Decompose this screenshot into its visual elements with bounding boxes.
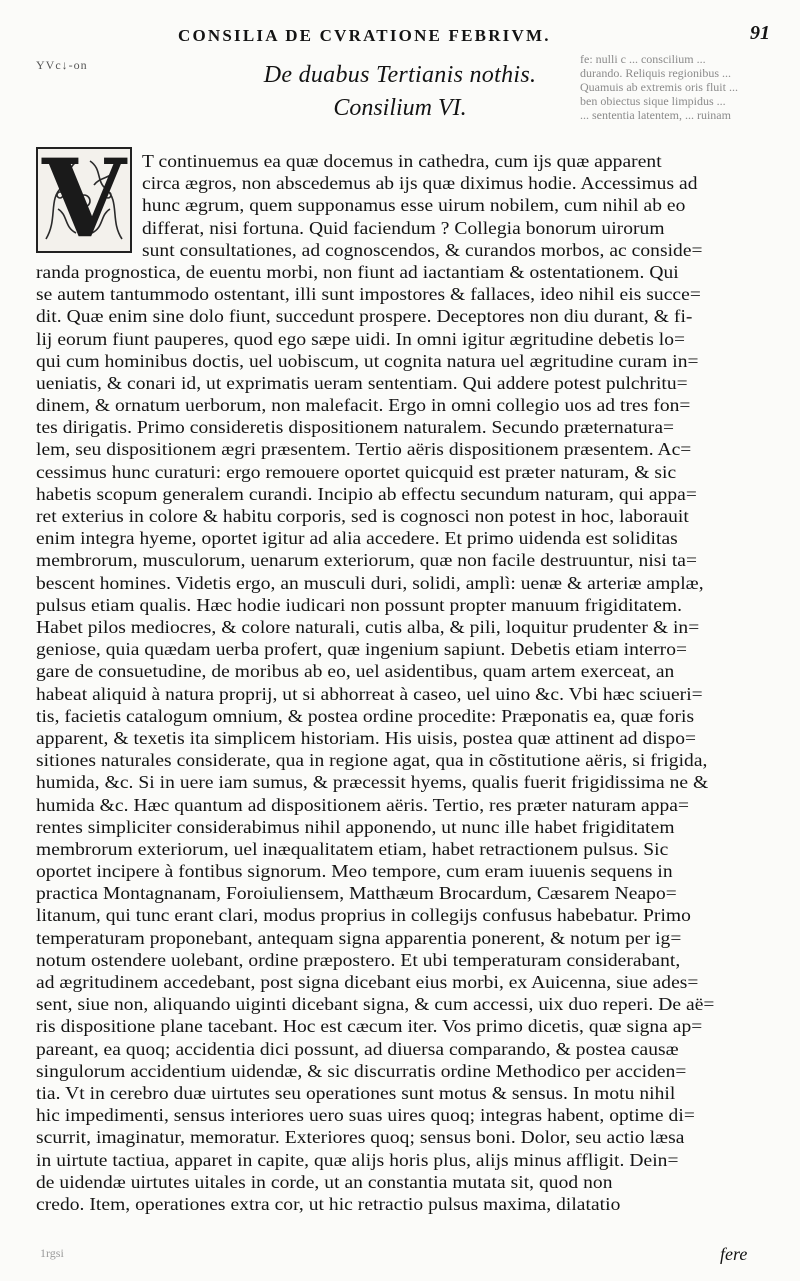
text-line: litanum, qui tunc erant clari, modus proprius in collegijs confusus habebatur. Primo bbox=[36, 905, 691, 926]
text-line: pulsus etiam qualis. Hæc hodie iudicari non possunt propter manuum frigiditatem. bbox=[36, 594, 683, 615]
text-line: practica Montagnanam, Foroiuliensem, Matthæum Brocardum, Cæsarem Neapo= bbox=[36, 883, 677, 904]
text-line: sent, siue non, aliquando uiginti dicebant signa, & cum accessi, uix duo reperi. De aë= bbox=[36, 994, 715, 1015]
text-line: bescent homines. Videtis ergo, an musculi duri, solidi, amplì: uenæ & arteriæ amplæ, bbox=[36, 572, 704, 593]
text-line: sunt consultationes, ad cognoscendos, & curandos morbos, ac conside= bbox=[142, 239, 703, 260]
text-line: randa prognostica, de euentu morbi, non fiunt ad iactantiam & ostentationem. Qui bbox=[36, 261, 679, 282]
text-line: dinem, & ornatum uerborum, non malefacit. Ergo in omni collegio uos ad tres fon= bbox=[36, 395, 691, 416]
text-line: temperaturam proponebant, antequam signa apparentia ponerent, & notum per ig= bbox=[36, 927, 682, 948]
text-line: de uidendæ uirtutes uitales in corde, ut an constantia mutata sit, quod non bbox=[36, 1171, 613, 1192]
text-line: cessimus hunc curaturi: ergo remouere oportet quicquid est præter naturam, & sic bbox=[36, 461, 677, 482]
text-line: Habet pilos mediocres, & colore naturali, cutis alba, & pili, loquitur prudenter & in= bbox=[36, 616, 700, 637]
text-line: habetis scopum generalem curandi. Incipio ab effectu secundum naturam, qui appa= bbox=[36, 483, 697, 504]
text-line: tis, facietis catalogum omnium, & postea ordine procedite: Præponatis ea, quæ foris bbox=[36, 705, 695, 726]
text-line: oportet incipere à fontibus signorum. Meo tempore, cum eram iuuenis sequens in bbox=[36, 861, 673, 882]
text-line: ris dispositione plane tacebant. Hoc est cæcum iter. Vos primo dicetis, quæ signa ap= bbox=[36, 1016, 703, 1037]
bleed-line: ... sententia latentem, ... ruinam bbox=[580, 108, 731, 122]
text-line: in uirtute tactiua, apparet in capite, quæ alijs horis plus, alijs minus affligit. Dein= bbox=[36, 1149, 679, 1170]
consilium-heading: Consilium VI. bbox=[333, 95, 467, 121]
running-head: CONSILIA DE CVRATIONE FEBRIVM. bbox=[178, 26, 551, 45]
bleed-line: fe: nulli c ... conscilium ... bbox=[580, 52, 706, 66]
text-line: rentes simpliciter considerabimus nihil apponendo, ut nunc ille habet frigiditatem bbox=[36, 816, 675, 837]
text-line: habeat aliquid à natura proprij, ut si abhorreat à caseo, uel uino &c. Vbi hæc sciueri= bbox=[36, 683, 703, 704]
text-line: pareant, ea quoq; accidentia dici possunt, ad diuersa comparando, & postea causæ bbox=[36, 1038, 679, 1059]
bleed-through-text-left: ΥVc↓-on bbox=[36, 58, 88, 72]
bleed-line: Quamuis ab extremis oris fluit ... bbox=[580, 80, 738, 94]
text-line: tes dirigatis. Primo consideretis dispositionem naturalem. Secundo præternatura= bbox=[36, 417, 675, 438]
text-line: humida &c. Hæc quantum ad dispositionem aëris. Tertio, res præter naturam appa= bbox=[36, 794, 690, 815]
text-line: ret exterius in colore & habitu corporis, sed is cognosci non potest in hoc, laborauit bbox=[36, 506, 689, 527]
catchword: fere bbox=[720, 1244, 748, 1264]
text-line: enim integra hyeme, oportet igitur ad alia accedere. Et primo uidenda est soliditas bbox=[36, 528, 678, 549]
text-line: membrorum exteriorum, uel inæqualitatem etiam, habet retractionem pulsus. Sic bbox=[36, 838, 669, 859]
text-line: qui cum hominibus doctis, uel uobiscum, ut cognita natura uel ægritudine curam in= bbox=[36, 350, 699, 371]
text-line: apparent, & texetis ita simplicem historiam. His uisis, postea quæ attinent ad dispo= bbox=[36, 727, 697, 748]
text-line: gare de consuetudine, de moribus ab eo, uel asidentibus, quam artem exerceat, an bbox=[36, 661, 675, 682]
bleed-line: durando. Reliquis regionibus ... bbox=[580, 66, 731, 80]
text-line: hunc ægrum, quem supponamus esse uirum nobilem, cum nihil ab eo bbox=[142, 195, 686, 216]
text-line: T continuemus ea quæ docemus in cathedra, cum ijs quæ apparent bbox=[142, 151, 662, 171]
text-line: sitiones naturales considerate, qua in regione agat, qua in cõstitutione aëris, si frigida, bbox=[36, 750, 708, 771]
bleed-through-text-bottom: 1rgsi bbox=[40, 1246, 64, 1260]
text-line: se autem tantummodo ostentant, illi sunt impostores & fallaces, ideo nihil eis succe= bbox=[36, 284, 701, 305]
text-line: lem, seu dispositionem ægri præsentem. Tertio aëris dispositionem præsentem. Ac= bbox=[36, 439, 692, 460]
text-line: scurrit, imaginatur, memoratur. Exteriores quoq; sensus boni. Dolor, seu actio læsa bbox=[36, 1127, 685, 1148]
text-line: circa ægros, non abscedemus ab ijs quæ diximus hodie. Accessimus ad bbox=[142, 173, 698, 194]
initial-letter: V bbox=[42, 136, 126, 262]
text-line: geniose, quia quædam uerba profert, quæ ingenium sapiunt. Debetis etiam interro= bbox=[36, 639, 688, 660]
text-line: hic impedimenti, sensus interiores uero suas uires quoq; integras habent, optime di= bbox=[36, 1105, 695, 1126]
chapter-title: De duabus Tertianis nothis. bbox=[263, 62, 537, 88]
text-line: singulorum accidentium uidendæ, & sic discurratis ordine Methodico per acciden= bbox=[36, 1060, 687, 1081]
text-line: credo. Item, operationes extra cor, ut hic retractio pulsus maxima, dilatatio bbox=[36, 1193, 621, 1214]
text-line: membrorum, musculorum, uenarum exteriorum, quæ non facile destruuntur, nisi ta= bbox=[36, 550, 698, 571]
bleed-line: ben obiectus sique limpidus ... bbox=[580, 94, 726, 108]
text-line: lij eorum fiunt pauperes, quod ego sæpe uidi. In omni igitur ægritudine debetis lo= bbox=[36, 328, 686, 349]
text-line: notum ostendere uolebant, ordine præpostero. Et ubi temperaturam considerabant, bbox=[36, 949, 681, 970]
text-line: differat, nisi fortuna. Quid faciendum ? Collegia bonorum uirorum bbox=[142, 217, 665, 238]
text-line: humida, &c. Si in uere iam sumus, & præcessit hyems, qualis fuerit frigidissima ne & bbox=[36, 772, 709, 793]
page-number: 91 bbox=[750, 22, 770, 44]
text-line: ad ægritudinem accedebant, post signa dicebant eius morbi, ex Auicenna, siue ades= bbox=[36, 972, 699, 993]
text-line: dit. Quæ enim sine dolo fiunt, succedunt prospere. Deceptores non diu durant, & fi- bbox=[36, 306, 693, 327]
text-line: tia. Vt in cerebro duæ uirtutes seu operationes sunt motus & sensus. In motu nihil bbox=[36, 1082, 676, 1103]
text-line: ueniatis, & conari id, ut exprimatis ueram sententiam. Qui addere potest pulchritu= bbox=[36, 372, 688, 393]
